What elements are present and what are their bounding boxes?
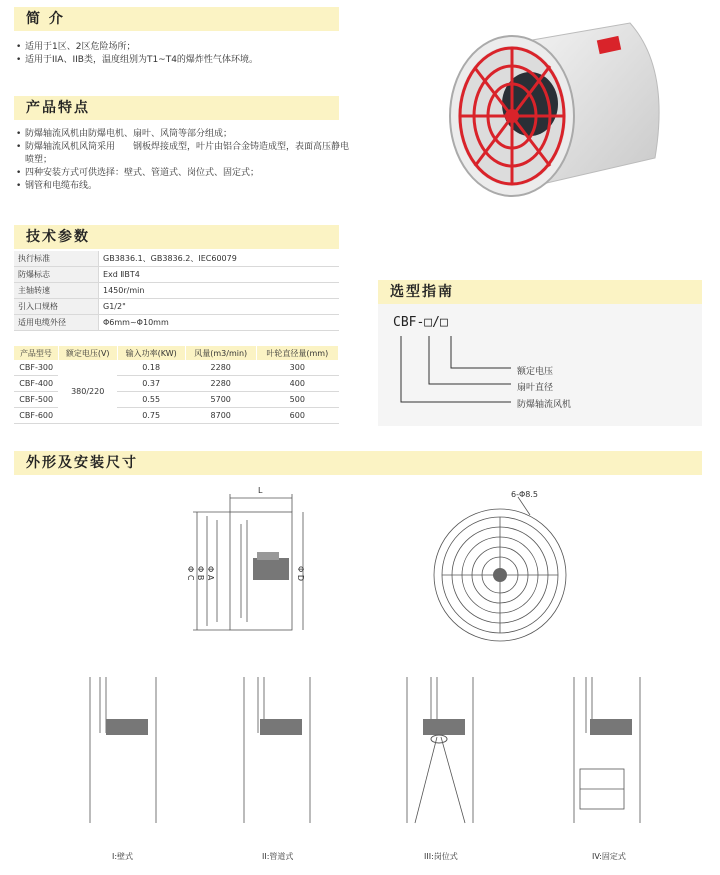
mount-caption-post: III:岗位式: [424, 852, 458, 861]
dim-C-label: Φ C: [186, 566, 195, 581]
mount-caption-fixed: IV:固定式: [592, 852, 626, 861]
specs-header: 技术参数: [14, 225, 339, 249]
column-header: 叶轮直径量(mm): [256, 346, 338, 360]
model-cell: CBF-400: [14, 376, 58, 392]
guide-code: CBF-□/□: [393, 315, 448, 330]
column-header: 输入功率(KW): [117, 346, 185, 360]
guide-label-voltage: 额定电压: [517, 367, 554, 377]
product-table: [14, 346, 339, 424]
guide-label-diameter: 扇叶直径: [517, 383, 554, 393]
spec-key: 适用电缆外径: [14, 315, 99, 331]
model-cell: CBF-500: [14, 392, 58, 408]
table-row: [14, 251, 339, 267]
voltage-cell: 380/220: [58, 360, 117, 424]
dim-B-label: Φ B: [196, 566, 205, 581]
fan-photo: [420, 8, 690, 218]
features-bullet: • 钢管和电缆布线。: [16, 180, 351, 193]
dim-D-label: Φ D: [296, 566, 305, 581]
spec-value: Exd ⅡBT4: [99, 267, 340, 283]
features-bullet: • 四种安装方式可供选择：壁式、管道式、岗位式、固定式；: [16, 167, 351, 180]
guide-header: 选型指南: [378, 280, 702, 304]
table-row: [14, 283, 339, 299]
guide-leader-lines: [393, 332, 523, 412]
flow-cell: 5700: [185, 392, 256, 408]
diameter-cell: 300: [256, 360, 338, 376]
spec-key: 执行标准: [14, 251, 99, 267]
table-header-row: [14, 346, 339, 360]
spec-key: 防爆标志: [14, 267, 99, 283]
dim-holes-label: 6-Φ8.5: [511, 490, 538, 499]
spec-value: 1450r/min: [99, 283, 340, 299]
features-bullet: • 防爆轴流风机由防爆电机、扇叶、风筒等部分组成；: [16, 128, 351, 141]
spec-key: 引入口规格: [14, 299, 99, 315]
intro-bullet: • 适用于1区、2区危险场所；: [16, 41, 346, 54]
power-cell: 0.37: [117, 376, 185, 392]
power-cell: 0.18: [117, 360, 185, 376]
mount-duct-drawing: [240, 673, 320, 843]
spec-table: [14, 251, 339, 331]
table-row: [14, 360, 339, 376]
flow-cell: 2280: [185, 360, 256, 376]
column-header: 额定电压(V): [58, 346, 117, 360]
mount-wall-drawing: [86, 673, 166, 843]
column-header: 风量(m3/min): [185, 346, 256, 360]
dims-header: 外形及安装尺寸: [14, 451, 702, 475]
diameter-cell: 400: [256, 376, 338, 392]
dim-A-label: Φ A: [206, 566, 215, 581]
table-row: [14, 299, 339, 315]
flow-cell: 8700: [185, 408, 256, 424]
mount-caption-wall: I:壁式: [112, 852, 134, 861]
diameter-cell: 500: [256, 392, 338, 408]
model-cell: CBF-300: [14, 360, 58, 376]
features-bullet: • 防爆轴流风机风筒采用 钢板焊接成型，叶片由铝合金铸造成型，表面高压静电喷塑；: [16, 141, 351, 167]
spec-value: GB3836.1、GB3836.2、IEC60079: [99, 251, 340, 267]
guide-label-fan: 防爆轴流风机: [517, 400, 572, 410]
mount-fixed-drawing: [570, 673, 650, 843]
power-cell: 0.55: [117, 392, 185, 408]
flow-cell: 2280: [185, 376, 256, 392]
features-header: 产品特点: [14, 96, 339, 120]
dim-L-label: L: [258, 486, 263, 495]
model-cell: CBF-600: [14, 408, 58, 424]
spec-value: G1/2": [99, 299, 340, 315]
intro-bullets: [16, 41, 346, 67]
power-cell: 0.75: [117, 408, 185, 424]
table-row: [14, 267, 339, 283]
features-bullets: [16, 128, 351, 193]
spec-key: 主轴转速: [14, 283, 99, 299]
intro-bullet: • 适用于IIA、IIB类，温度组别为T1~T4的爆炸性气体环境。: [16, 54, 346, 67]
column-header: 产品型号: [14, 346, 58, 360]
front-view-drawing: [430, 505, 570, 645]
mount-post-drawing: [403, 673, 483, 843]
diameter-cell: 600: [256, 408, 338, 424]
mount-caption-duct: II:管道式: [262, 852, 294, 861]
table-row: [14, 315, 339, 331]
spec-value: Φ6mm~Φ10mm: [99, 315, 340, 331]
intro-header: 简 介: [14, 7, 339, 31]
